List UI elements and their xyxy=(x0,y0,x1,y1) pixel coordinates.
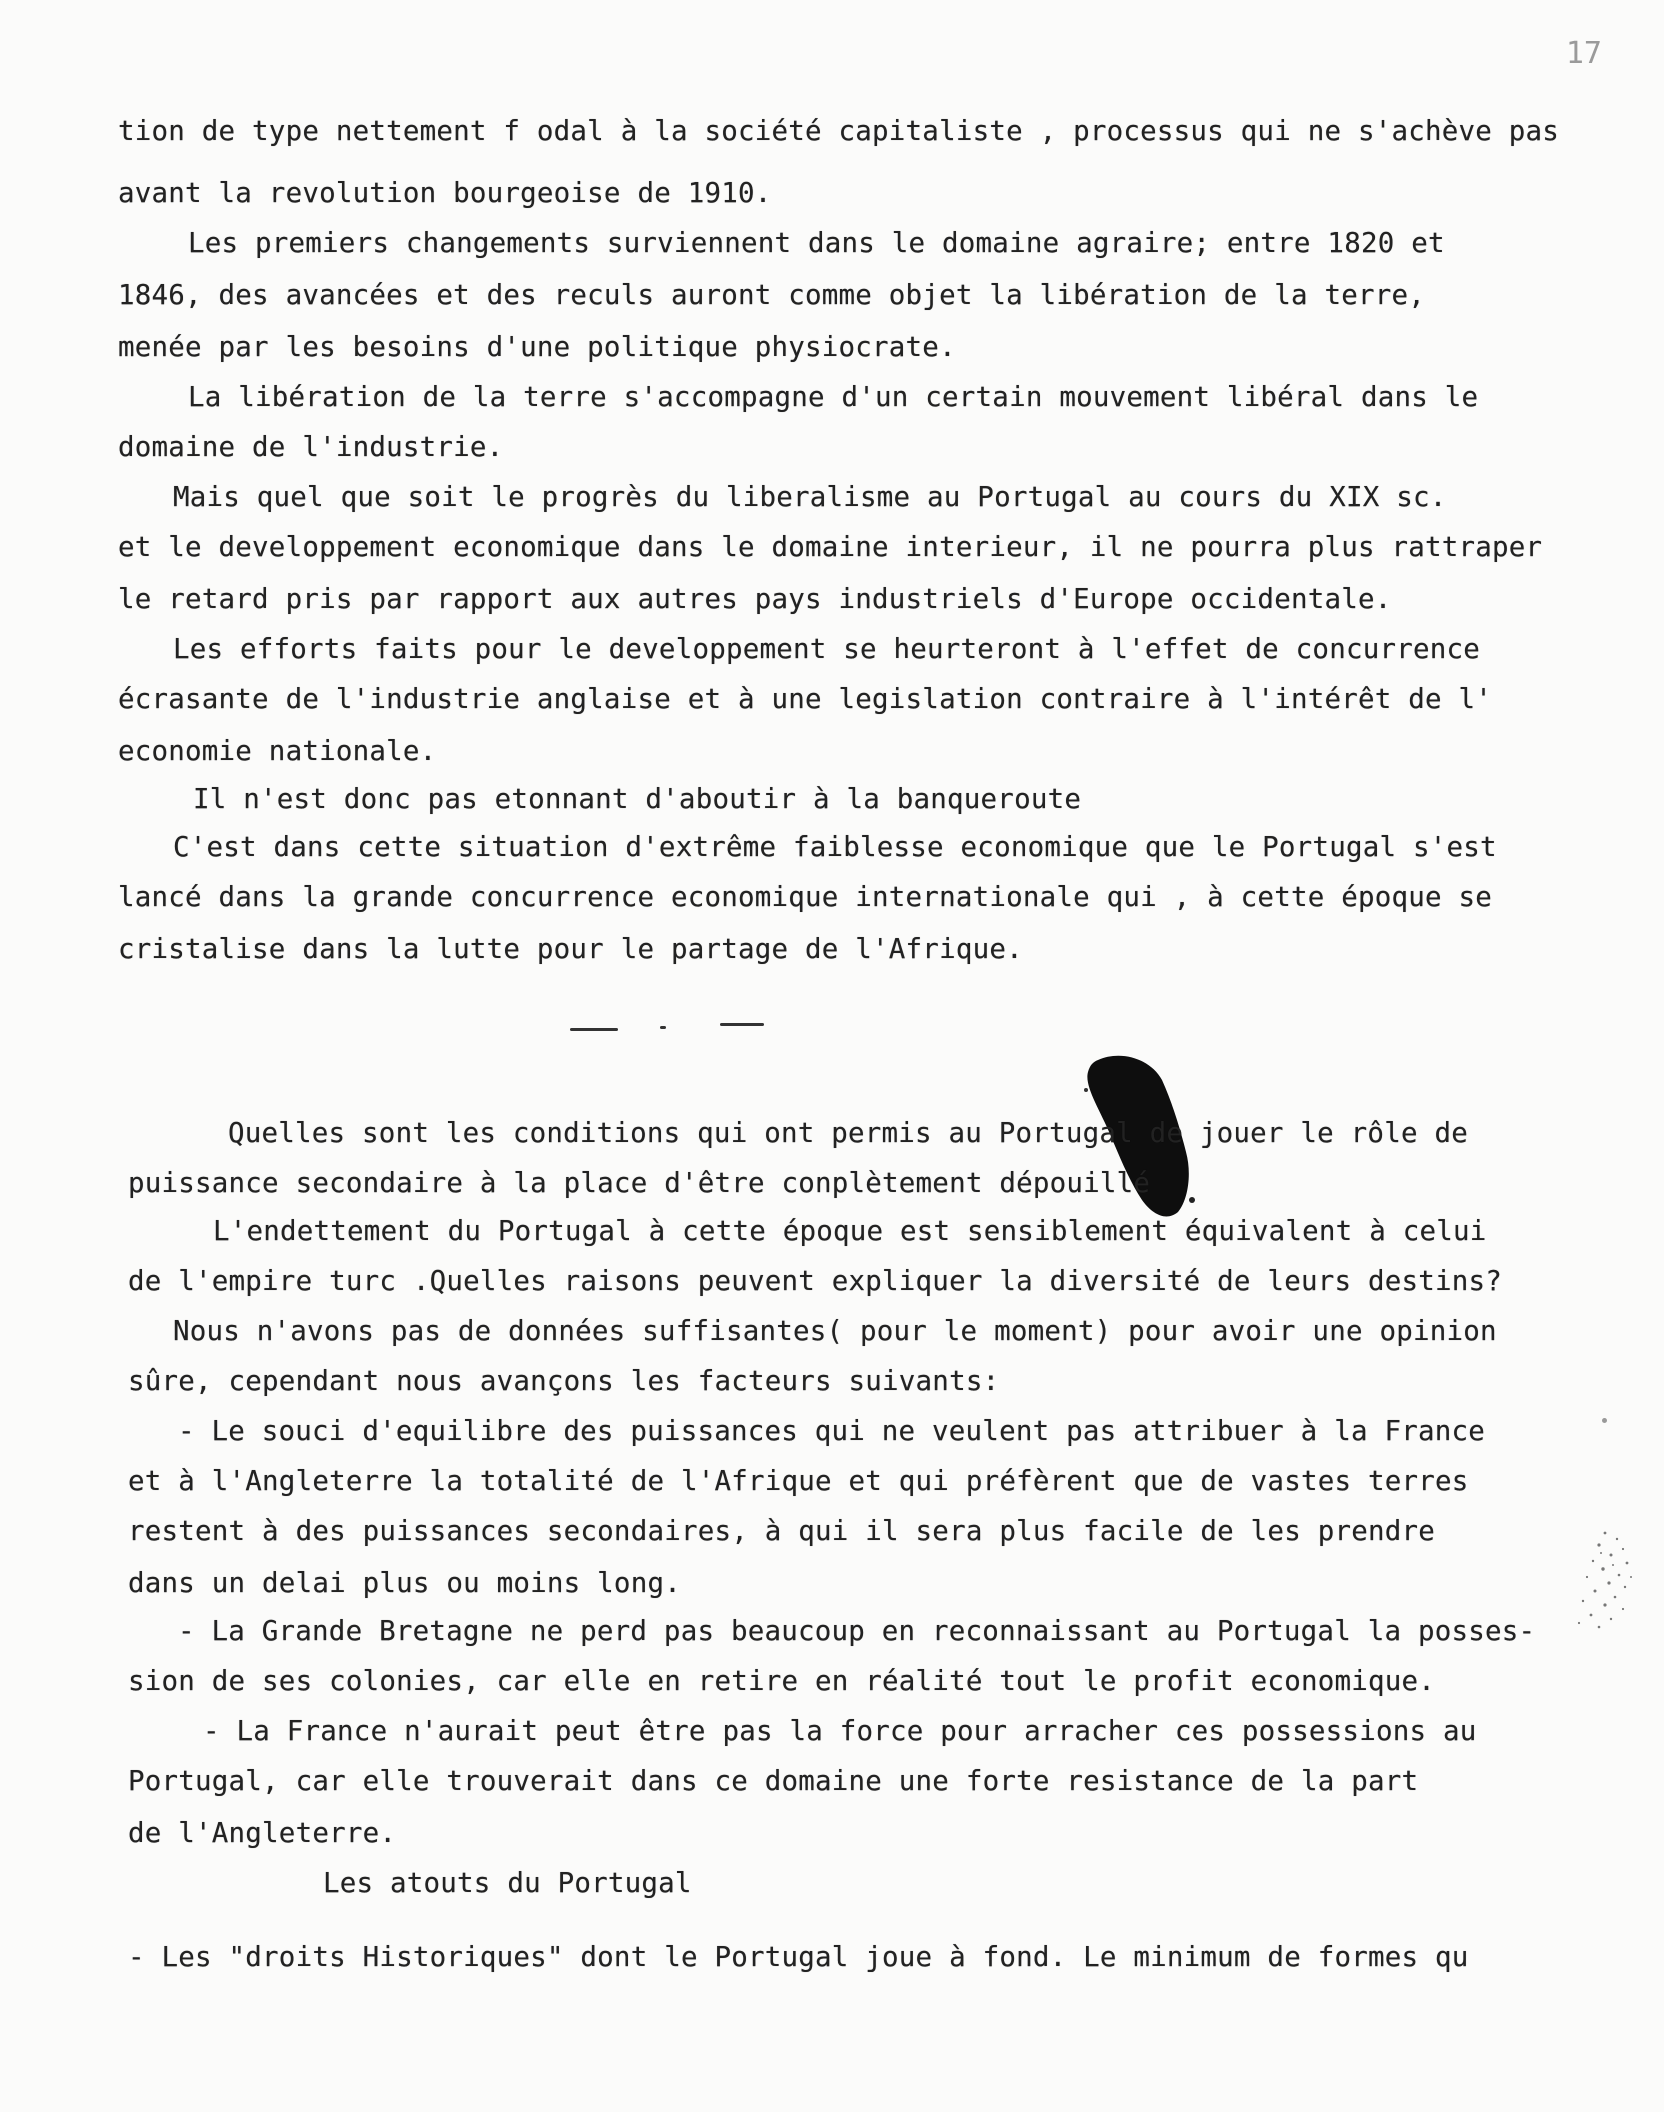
text-line: L'endettement du Portugal à cette époque est sensiblement équivalent à celui xyxy=(213,1215,1487,1247)
text-line: Mais quel que soit le progrès du liberalisme au Portugal au cours du XIX sc. xyxy=(173,481,1447,513)
text-line: de l'empire turc .Quelles raisons peuvent expliquer la diversité de leurs destins? xyxy=(128,1265,1503,1297)
text-line: Les premiers changements surviennent dans le domaine agraire; entre 1820 et xyxy=(188,227,1445,259)
text-line: écrasante de l'industrie anglaise et à une legislation contraire à l'intérêt de l' xyxy=(118,683,1493,715)
text-line: et le developpement economique dans le domaine interieur, il ne pourra plus rattraper xyxy=(118,531,1543,563)
text-line: - Le souci d'equilibre des puissances qui ne veulent pas attribuer à la France xyxy=(178,1415,1485,1447)
subheading: Les atouts du Portugal xyxy=(323,1867,692,1899)
text-line: - Les "droits Historiques" dont le Portugal joue à fond. Le minimum de formes qu xyxy=(128,1941,1469,1973)
text-line: puissance secondaire à la place d'être conplètement dépouillé xyxy=(128,1167,1151,1199)
text-line: C'est dans cette situation d'extrême faiblesse economique que le Portugal s'est xyxy=(173,831,1497,863)
text-line: Portugal, car elle trouverait dans ce domaine une forte resistance de la part xyxy=(128,1765,1419,1797)
section-separator xyxy=(560,1020,780,1040)
text-line: lancé dans la grande concurrence economique internationale qui , à cette époque se xyxy=(118,881,1493,913)
text-line: cristalise dans la lutte pour le partage de l'Afrique. xyxy=(118,933,1023,965)
text-line: - La Grande Bretagne ne perd pas beaucoup en reconnaissant au Portugal la posses- xyxy=(178,1615,1536,1647)
text-line: La libération de la terre s'accompagne d'un certain mouvement libéral dans le xyxy=(188,381,1479,413)
text-line: menée par les besoins d'une politique physiocrate. xyxy=(118,331,956,363)
text-line: et à l'Angleterre la totalité de l'Afrique et qui préfèrent que de vastes terres xyxy=(128,1465,1469,1497)
page-number: 17 xyxy=(1565,36,1602,71)
text-line: tion de type nettement f odal à la société capitaliste , processus qui ne s'achève pas xyxy=(118,115,1560,147)
text-line: Nous n'avons pas de données suffisantes( pour le moment) pour avoir une opinion xyxy=(173,1315,1497,1347)
text-line: - La France n'aurait peut être pas la force pour arracher ces possessions au xyxy=(203,1715,1477,1747)
text-line: sion de ses colonies, car elle en retire en réalité tout le profit economique. xyxy=(128,1665,1435,1697)
text-line: 1846, des avancées et des reculs auront comme objet la libération de la terre, xyxy=(118,279,1425,311)
text-line: le retard pris par rapport aux autres pays industriels d'Europe occidentale. xyxy=(118,583,1392,615)
text-line: economie nationale. xyxy=(118,735,437,767)
text-line: Quelles sont les conditions qui ont permis au Portugal de jouer le rôle de xyxy=(228,1117,1468,1149)
text-line: restent à des puissances secondaires, à qui il sera plus facile de les prendre xyxy=(128,1515,1435,1547)
text-line: avant la revolution bourgeoise de 1910. xyxy=(118,177,772,209)
text-line: Il n'est donc pas etonnant d'aboutir à la banqueroute xyxy=(193,783,1082,815)
text-line: de l'Angleterre. xyxy=(128,1817,397,1849)
text-line: sûre, cependant nous avançons les facteurs suivants: xyxy=(128,1365,1000,1397)
margin-dot xyxy=(1602,1418,1607,1423)
text-line: domaine de l'industrie. xyxy=(118,431,504,463)
speckle-noise xyxy=(1565,1525,1640,1640)
text-line: dans un delai plus ou moins long. xyxy=(128,1567,681,1599)
text-line: Les efforts faits pour le developpement se heurteront à l'effet de concurrence xyxy=(173,633,1480,665)
